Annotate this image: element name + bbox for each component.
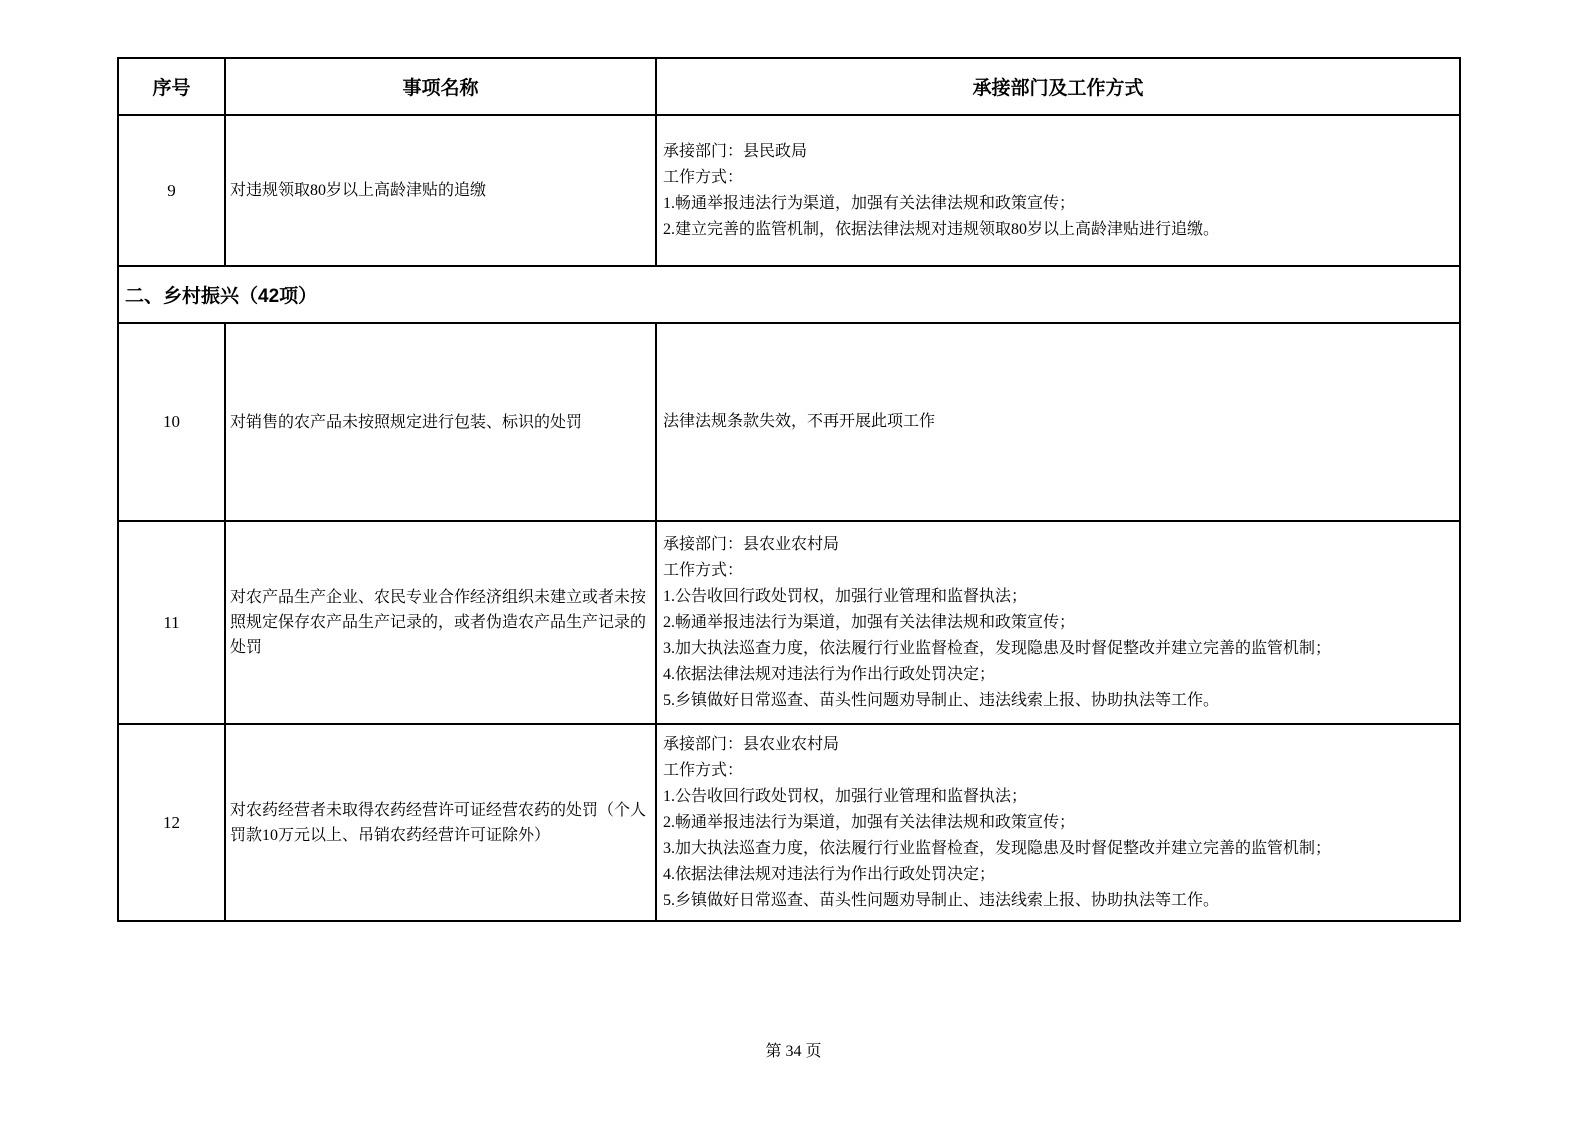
method-line: 4.依据法律法规对违法行为作出行政处罚决定； bbox=[663, 865, 996, 883]
method-line: 法律法规条款失效，不再开展此项工作 bbox=[663, 413, 936, 430]
table-row bbox=[118, 115, 1460, 266]
table-row bbox=[118, 724, 1460, 921]
method-line: 承接部门：县农业农村局 bbox=[663, 535, 840, 553]
item-name-cell: 对销售的农产品未按照规定进行包装、标识的处罚 bbox=[225, 323, 656, 521]
item-name-cell: 对农产品生产企业、农民专业合作经济组织未建立或者未按照规定保存农产品生产记录的，或者伪造农产品生产记录的处罚 bbox=[225, 521, 656, 724]
header-item-name: 事项名称 bbox=[225, 58, 656, 115]
method-line: 2.建立完善的监管机制，依据法律法规对违规领取80岁以上高龄津贴进行追缴。 bbox=[663, 220, 1220, 238]
serial-number-cell: 10 bbox=[118, 323, 225, 521]
serial-number-cell: 9 bbox=[118, 115, 225, 266]
method-line: 2.畅通举报违法行为渠道，加强有关法律法规和政策宣传； bbox=[663, 813, 1076, 831]
header-row bbox=[118, 58, 1460, 115]
method-line: 工作方式： bbox=[663, 761, 744, 779]
section-label: 二、乡村振兴（42项） bbox=[118, 266, 1460, 323]
section-row bbox=[118, 266, 1460, 323]
table-row bbox=[118, 521, 1460, 724]
method-line: 2.畅通举报违法行为渠道，加强有关法律法规和政策宣传； bbox=[663, 613, 1076, 631]
method-line: 承接部门：县民政局 bbox=[663, 142, 808, 160]
method-line: 1.公告收回行政处罚权，加强行业管理和监督执法； bbox=[663, 787, 1028, 805]
serial-number-cell: 12 bbox=[118, 724, 225, 921]
method-line: 工作方式： bbox=[663, 168, 744, 186]
table-body bbox=[118, 115, 1460, 921]
method-line: 5.乡镇做好日常巡查、苗头性问题劝导制止、违法线索上报、协助执法等工作。 bbox=[663, 891, 1220, 909]
item-name-cell: 对农药经营者未取得农药经营许可证经营农药的处罚（个人罚款10万元以上、吊销农药经营许可证除外） bbox=[225, 724, 656, 921]
table-header bbox=[118, 58, 1460, 115]
item-name-cell: 对违规领取80岁以上高龄津贴的追缴 bbox=[225, 115, 656, 266]
transfer-items-table bbox=[117, 57, 1461, 922]
serial-number-cell: 11 bbox=[118, 521, 225, 724]
method-line: 5.乡镇做好日常巡查、苗头性问题劝导制止、违法线索上报、协助执法等工作。 bbox=[663, 691, 1220, 709]
method-line: 承接部门：县农业农村局 bbox=[663, 735, 840, 753]
method-line: 3.加大执法巡查力度，依法履行行业监督检查，发现隐患及时督促整改并建立完善的监管机制； bbox=[663, 639, 1332, 657]
method-line: 4.依据法律法规对违法行为作出行政处罚决定； bbox=[663, 665, 996, 683]
method-line: 工作方式： bbox=[663, 561, 744, 579]
department-method-cell bbox=[656, 724, 1460, 921]
method-line: 1.畅通举报违法行为渠道，加强有关法律法规和政策宣传； bbox=[663, 194, 1076, 212]
department-method-cell bbox=[656, 521, 1460, 724]
department-method-cell bbox=[656, 115, 1460, 266]
table-row bbox=[118, 323, 1460, 521]
header-department-method: 承接部门及工作方式 bbox=[656, 58, 1460, 115]
method-line: 3.加大执法巡查力度，依法履行行业监督检查，发现隐患及时督促整改并建立完善的监管机制； bbox=[663, 839, 1332, 857]
header-serial-number: 序号 bbox=[118, 58, 225, 115]
department-method-cell bbox=[656, 323, 1460, 521]
page-number: 第 34 页 bbox=[765, 1043, 822, 1060]
method-line: 1.公告收回行政处罚权，加强行业管理和监督执法； bbox=[663, 587, 1028, 605]
